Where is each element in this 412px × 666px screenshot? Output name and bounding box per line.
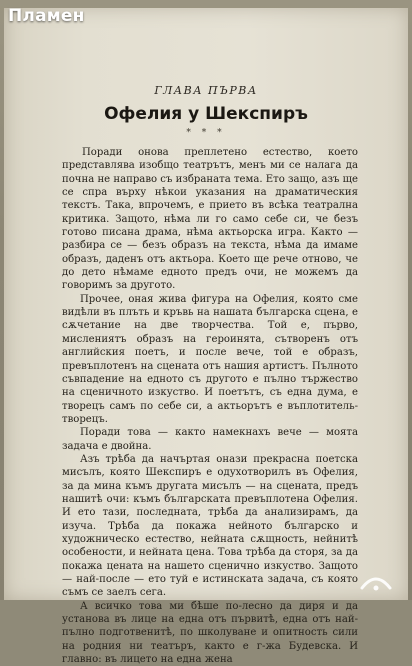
ornament-divider: * * * xyxy=(186,128,226,138)
overlay-watermark-title: Пламен xyxy=(8,6,85,26)
paragraph: А всичко това ми бѣше по-лесно да диря и да установа въ лице на една отъ първитѣ, една отъ най-пълно подготвенитѣ, по школуване и опитность сили на родния ни театъръ, както е г-жа Будевска. И главно: въ лицето на една жена xyxy=(62,600,358,666)
paragraph: Поради онова преплетено естество, което представлява изобщо театрътъ, менъ ми се налага да почна не направо съ избраната тема. Ето защо, азъ ще се спра върху нѣкои указания на драматическия текстъ. Така, впрочемъ, е прието въ всѣка театрална критика. Защото, нѣма ли го само себе си, че безъ готово писана драма, нѣма актьорска игра. Както — разбира се — безъ образъ на текста, нѣма да имаме образъ, даденъ отъ актьора. Което ще рече отново, че до дето нѣмаме едното предъ очи, не можемъ да говоримъ за другото. xyxy=(62,147,358,292)
paragraph: Прочее, оная жива фигура на Офелия, която сме видѣли въ плъть и кръвь на нашата българска сцена, е сѫчетание на две творчества. Той е, първо, мислениятъ образъ на героинята, сътворенъ отъ английския поетъ, и после вече, той е образъ, превъплотенъ на сцената отъ нашия артистъ. Пълното съвпадение на едното съ другото е пълно тържество на сценичното изкуство. И поетътъ, съ една дума, е творецъ самъ по себе си, а актьорътъ е въплотитель-творецъ. xyxy=(62,293,358,425)
page-title: Офелия у Шекспиръ xyxy=(104,104,308,124)
body-text xyxy=(62,146,358,666)
corner-logo-icon xyxy=(356,568,396,594)
paragraph: Азъ трѣба да начъртая онази прекрасна поетска мисълъ, която Шекспиръ е одухотворилъ въ Офелия, за да мина къмъ другата мисълъ — на сцената, предъ нашитѣ очи: къмъ българската превъплотена Офелия. И ето тази, последната, трѣба да анализирамъ, да изуча. Трѣба да покажа нейното българско и художническо естество, нейната сѫщность, нейнитѣ особености, и нейната цена. Това трѣба да сторя, за да покажа цената на нашето сценично изкуство. Защото — най-после — ето туй е истинската задача, съ която съмъ се заелъ сега. xyxy=(62,453,358,599)
paragraph: Поради това — както намекнахъ вече — моята задача е двойна. xyxy=(62,427,358,452)
chapter-heading: ГЛАВА ПЪРВА xyxy=(154,84,258,97)
